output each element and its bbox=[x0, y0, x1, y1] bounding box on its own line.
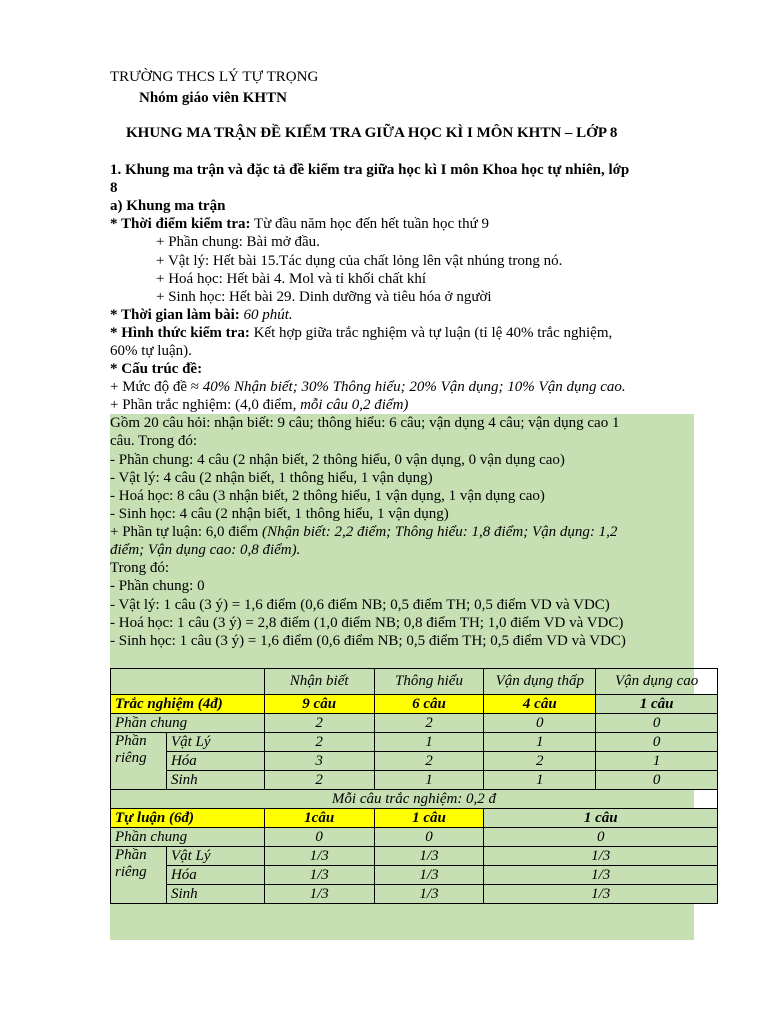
time-item: + Phần chung: Bài mở đầu. bbox=[156, 234, 320, 250]
table-cell: 1/3 bbox=[484, 847, 718, 866]
exam-time-value: Từ đầu năm học đến hết tuần học thứ 9 bbox=[250, 216, 489, 232]
time-item: + Hoá học: Hết bài 4. Mol và tỉ khối chất khí bbox=[156, 271, 427, 287]
mc-italic: mỗi câu 0,2 điểm) bbox=[300, 397, 409, 413]
green-line: - Phần chung: 0 bbox=[110, 578, 205, 594]
table-cell: 1 bbox=[374, 733, 484, 752]
row-label-private: Phần riêng bbox=[111, 847, 167, 904]
essay-total: 1 câu bbox=[484, 809, 718, 828]
table-cell: 1 bbox=[484, 733, 596, 752]
essay-breakdown: (Nhận biết: 2,2 điểm; Thông hiểu: 1,8 điểm; Vận dụng: 1,2 bbox=[262, 524, 618, 540]
green-line: câu. Trong đó: bbox=[110, 433, 198, 449]
table-cell: 2 bbox=[264, 733, 374, 752]
header-cell: Nhận biết bbox=[264, 669, 374, 695]
header-cell: Thông hiểu bbox=[374, 669, 484, 695]
table-cell: 0 bbox=[596, 733, 718, 752]
subject-label: Vật Lý bbox=[166, 733, 264, 752]
table-cell: 0 bbox=[596, 714, 718, 733]
duration-label: * Thời gian làm bài: bbox=[110, 307, 240, 323]
row-label-common: Phần chung bbox=[111, 828, 265, 847]
duration-value: 60 phút. bbox=[239, 307, 293, 323]
green-line: Gồm 20 câu hỏi: nhận biết: 9 câu; thông hiểu: 6 câu; vận dụng 4 câu; vận dụng cao 1 bbox=[110, 415, 620, 431]
exam-time-line bbox=[110, 215, 489, 233]
green-line: - Sinh học: 1 câu (3 ý) = 1,6 điểm (0,6 điểm NB; 0,5 điểm TH; 0,5 điểm VD và VDC) bbox=[110, 633, 626, 649]
green-line: Trong đó: bbox=[110, 560, 170, 576]
header-cell: Vận dụng thấp bbox=[484, 669, 596, 695]
time-item: + Vật lý: Hết bài 15.Tác dụng của chất lỏng lên vật nhúng trong nó. bbox=[156, 253, 563, 269]
exam-time-label: * Thời điểm kiểm tra: bbox=[110, 216, 251, 232]
row-label-private: Phần riêng bbox=[111, 733, 167, 790]
green-line: - Vật lý: 1 câu (3 ý) = 1,6 điểm (0,6 điểm NB; 0,5 điểm TH; 0,5 điểm VD và VDC) bbox=[110, 597, 610, 613]
table-cell: 1/3 bbox=[484, 866, 718, 885]
green-line: - Sinh học: 4 câu (2 nhận biết, 1 thông hiểu, 1 vận dụng) bbox=[110, 506, 449, 522]
time-item: + Sinh học: Hết bài 29. Dinh dưỡng và tiêu hóa ở người bbox=[156, 289, 492, 305]
table-cell: 2 bbox=[484, 752, 596, 771]
school-name: TRƯỜNG THCS LÝ TỰ TRỌNG bbox=[110, 69, 319, 85]
table-cell: 1/3 bbox=[374, 885, 484, 904]
duration-line bbox=[110, 306, 293, 324]
table-cell: 3 bbox=[264, 752, 374, 771]
mc-total: 1 câu bbox=[596, 695, 718, 714]
essay-total: 1 câu bbox=[374, 809, 484, 828]
header-cell: Vận dụng cao bbox=[596, 669, 718, 695]
mc-prefix: + Phần trắc nghiệm: (4,0 điểm, bbox=[110, 397, 301, 413]
format-label: * Hình thức kiểm tra: bbox=[110, 325, 250, 341]
table-cell: 0 bbox=[596, 771, 718, 790]
matrix-table bbox=[110, 668, 718, 904]
mc-total: 9 câu bbox=[264, 695, 374, 714]
header-empty bbox=[111, 669, 265, 695]
group-name: Nhóm giáo viên KHTN bbox=[139, 90, 287, 106]
green-line: - Hoá học: 1 câu (3 ý) = 2,8 điểm (1,0 điểm NB; 0,8 điểm TH; 1,0 điểm VD và VDC) bbox=[110, 615, 624, 631]
table-cell: 1/3 bbox=[264, 866, 374, 885]
table-cell: 1/3 bbox=[264, 885, 374, 904]
table-cell: 2 bbox=[374, 714, 484, 733]
table-cell: 2 bbox=[264, 714, 374, 733]
level-value: 40% Nhận biết; 30% Thông hiểu; 20% Vận dụng; 10% Vận dụng cao. bbox=[202, 379, 626, 395]
table-cell: 2 bbox=[264, 771, 374, 790]
section-1-heading-cont: 8 bbox=[110, 180, 118, 196]
subject-label: Hóa bbox=[166, 866, 264, 885]
table-cell: 1 bbox=[484, 771, 596, 790]
format-value: Kết hợp giữa trắc nghiệm và tự luận (tỉ lệ 40% trắc nghiệm, bbox=[249, 325, 613, 341]
mc-total: 6 câu bbox=[374, 695, 484, 714]
level-line bbox=[110, 378, 626, 396]
green-line: điểm; Vận dụng cao: 0,8 điểm). bbox=[110, 542, 301, 558]
subject-label: Sinh bbox=[166, 771, 264, 790]
green-line: - Vật lý: 4 câu (2 nhận biết, 1 thông hiểu, 1 vận dụng) bbox=[110, 470, 433, 486]
table-cell: 1/3 bbox=[264, 847, 374, 866]
table-cell: 0 bbox=[484, 714, 596, 733]
structure-label: * Cấu trúc đề: bbox=[110, 361, 203, 377]
document-title: KHUNG MA TRẬN ĐỀ KIỂM TRA GIỮA HỌC KÌ I MÔN KHTN – LỚP 8 bbox=[126, 125, 618, 141]
table-cell: 1 bbox=[596, 752, 718, 771]
level-prefix: + Mức độ đề ≈ bbox=[110, 379, 203, 395]
subject-label: Vật Lý bbox=[166, 847, 264, 866]
table-cell: 2 bbox=[374, 752, 484, 771]
mc-total: 4 câu bbox=[484, 695, 596, 714]
subject-label: Sinh bbox=[166, 885, 264, 904]
format-line-cont: 60% tự luận). bbox=[110, 343, 192, 359]
subject-label: Hóa bbox=[166, 752, 264, 771]
essay-total: 1câu bbox=[264, 809, 374, 828]
table-cell: 0 bbox=[264, 828, 374, 847]
green-line: - Hoá học: 8 câu (3 nhận biết, 2 thông hiểu, 1 vận dụng, 1 vận dụng cao) bbox=[110, 488, 545, 504]
mc-line bbox=[110, 396, 408, 414]
subsection-a: a) Khung ma trận bbox=[110, 198, 226, 214]
table-cell: 1/3 bbox=[374, 866, 484, 885]
section-1-heading: 1. Khung ma trận và đặc tả đề kiểm tra giữa học kì I môn Khoa học tự nhiên, lớp bbox=[110, 162, 630, 178]
green-line bbox=[110, 523, 617, 541]
table-cell: 1/3 bbox=[374, 847, 484, 866]
essay-title: Tự luận (6đ) bbox=[111, 809, 265, 828]
format-line bbox=[110, 324, 612, 342]
table-cell: 1 bbox=[374, 771, 484, 790]
mc-note: Mỗi câu trắc nghiệm: 0,2 đ bbox=[111, 790, 718, 809]
essay-prefix: + Phần tự luận: 6,0 điểm bbox=[110, 524, 262, 540]
row-label-common: Phần chung bbox=[111, 714, 265, 733]
mc-title: Trắc nghiệm (4đ) bbox=[111, 695, 265, 714]
green-line: - Phần chung: 4 câu (2 nhận biết, 2 thông hiểu, 0 vận dụng, 0 vận dụng cao) bbox=[110, 452, 565, 468]
table-cell: 0 bbox=[484, 828, 718, 847]
table-cell: 1/3 bbox=[484, 885, 718, 904]
table-cell: 0 bbox=[374, 828, 484, 847]
